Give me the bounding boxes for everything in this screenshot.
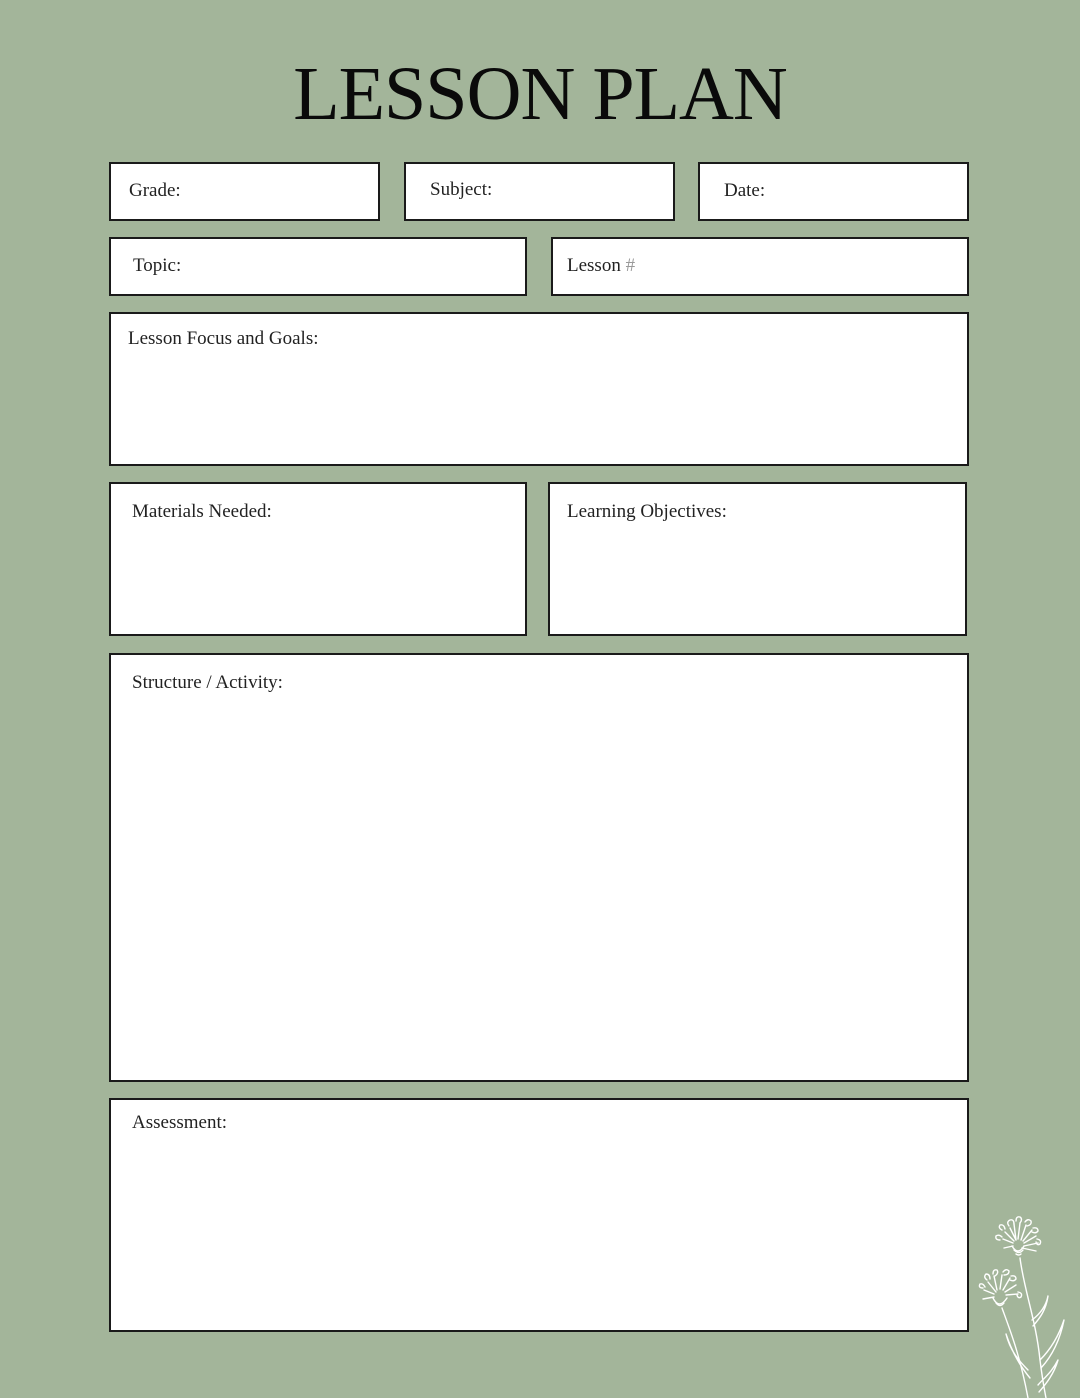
topic-field[interactable] [109, 237, 527, 296]
structure-activity-field[interactable] [109, 653, 969, 1082]
materials-label: Materials Needed: [132, 501, 272, 522]
lesson-number-text: Lesson [567, 255, 621, 276]
flower-leaf-right [1040, 1320, 1064, 1368]
page-title: LESSON PLAN [293, 52, 787, 136]
topic-label: Topic: [133, 255, 182, 276]
materials-field[interactable] [109, 482, 527, 636]
assessment-label: Assessment: [132, 1112, 227, 1133]
focus-goals-field[interactable] [109, 312, 969, 466]
grade-label: Grade: [129, 180, 181, 201]
subject-field[interactable] [404, 162, 675, 221]
flower-stem-side [1002, 1308, 1028, 1398]
lesson-number-hash: # [625, 255, 636, 276]
cornflower-icon [978, 1210, 1080, 1398]
flower-head-side [979, 1270, 1021, 1306]
subject-label: Subject: [430, 179, 493, 200]
flower-head-top [996, 1217, 1041, 1255]
lesson-number-label [567, 255, 635, 277]
assessment-field[interactable] [109, 1098, 969, 1332]
flower-leaf-stem [1032, 1296, 1048, 1326]
lesson-number-field[interactable] [551, 237, 969, 296]
date-field[interactable] [698, 162, 969, 221]
objectives-field[interactable] [548, 482, 967, 636]
date-label: Date: [724, 180, 766, 201]
objectives-label: Learning Objectives: [567, 501, 727, 522]
grade-field[interactable] [109, 162, 380, 221]
structure-activity-label: Structure / Activity: [132, 672, 283, 693]
focus-goals-label: Lesson Focus and Goals: [128, 328, 319, 349]
